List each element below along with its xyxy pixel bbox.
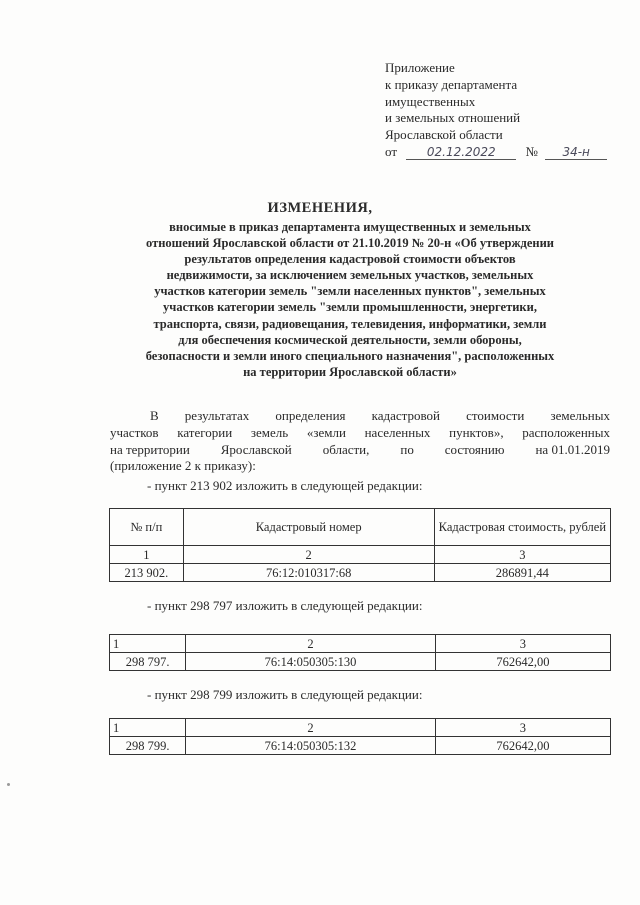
row-number-cell: 213 902. (110, 564, 184, 582)
paragraph-word: стоимости (466, 408, 525, 423)
header-line: и земельных отношений (385, 110, 521, 126)
scan-speck (7, 783, 10, 786)
amendment-table (109, 718, 611, 755)
column-number-row (110, 546, 611, 564)
column-number-row (110, 635, 611, 653)
paragraph-line (110, 408, 610, 425)
column-number-cell: 1 (110, 719, 186, 737)
table-row (110, 564, 611, 582)
row-number-cell: 298 797. (110, 653, 186, 671)
column-number-cell: 3 (435, 719, 610, 737)
paragraph-line (110, 425, 610, 442)
paragraph-line: (приложение 2 к приказу): (110, 458, 256, 474)
paragraph-word: пунктов», (449, 424, 504, 440)
paragraph-line (110, 442, 610, 459)
paragraph-word: результатах (184, 408, 250, 423)
paragraph-word: кадастровой (371, 408, 441, 423)
paragraph-word: области, (322, 441, 370, 457)
header-line: Ярославской области (385, 127, 503, 143)
cadastral-number-cell: 76:12:010317:68 (183, 564, 434, 582)
paragraph-word: по (400, 441, 414, 457)
header-cell-number: № п/п (110, 509, 184, 546)
subtitle-line: на территории Ярославской области» (243, 364, 457, 379)
amendment-table (109, 634, 611, 671)
subtitle-line: вносимые в приказ департамента имущественных и земельных (169, 220, 531, 234)
document-subtitle (95, 219, 605, 380)
subtitle-line: недвижимости, за исключением земельных участков, земельных (166, 268, 534, 283)
subtitle-line: транспорта, связи, радиовещания, телевидения, информатики, земли (153, 316, 547, 331)
amendment-item: - пункт 298 797 изложить в следующей редакции: (147, 598, 423, 613)
column-number-cell: 2 (186, 719, 436, 737)
table-row (110, 653, 611, 671)
amendment-item: - пункт 298 799 изложить в следующей редакции: (147, 687, 423, 702)
header-cell-value: Кадастровая стоимость, рублей (434, 509, 610, 546)
subtitle-line: участков категории земель "земли населенных пунктов", земельных (154, 284, 546, 299)
subtitle-line: безопасности и земли иного специального назначения", расположенных (145, 348, 555, 363)
column-number-cell: 3 (435, 635, 610, 653)
paragraph-word: В (150, 408, 159, 423)
handwritten-date: 02.12.2022 (406, 145, 516, 160)
row-number-cell: 298 799. (110, 737, 186, 755)
column-number-cell: 1 (110, 546, 184, 564)
cadastral-value-cell: 762642,00 (435, 737, 610, 755)
column-number-row (110, 719, 611, 737)
order-date-line (385, 144, 625, 161)
paragraph-word: участков (110, 424, 159, 440)
header-cell-cadastral: Кадастровый номер (183, 509, 434, 546)
header-line: к приказу департамента (385, 76, 518, 92)
cadastral-number-cell: 76:14:050305:130 (186, 653, 436, 671)
paragraph-word: категории (177, 424, 233, 440)
body-paragraph (110, 408, 610, 475)
paragraph-word: «земли (306, 424, 346, 440)
column-number-cell: 2 (183, 546, 434, 564)
table-row (110, 737, 611, 755)
header-line: Приложение (385, 60, 455, 75)
paragraph-word: земель (250, 424, 289, 440)
table-header-row (110, 509, 611, 546)
paragraph-word: определения (275, 408, 346, 423)
paragraph-word: на 01.01.2019 (535, 441, 610, 457)
amendment-item: - пункт 213 902 изложить в следующей редакции: (147, 478, 423, 493)
column-number-cell: 2 (186, 635, 436, 653)
from-label: от (385, 143, 398, 159)
column-number-cell: 1 (110, 635, 186, 653)
paragraph-word: населенных (364, 424, 431, 440)
column-number-cell: 3 (434, 546, 610, 564)
subtitle-line: результатов определения кадастровой стоимости объектов (184, 252, 516, 267)
paragraph-word: Ярославской (220, 441, 292, 457)
paragraph-word: состоянию (444, 441, 505, 457)
handwritten-order-number: 34-н (545, 145, 607, 160)
cadastral-number-cell: 76:14:050305:132 (186, 737, 436, 755)
subtitle-line: для обеспечения космической деятельности, земли обороны, (178, 332, 522, 347)
paragraph-word: земельных (550, 408, 610, 423)
appendix-header (385, 60, 625, 161)
header-line: имущественных (385, 93, 476, 109)
amendment-table (109, 508, 611, 582)
number-label: № (525, 143, 538, 159)
document-title: ИЗМЕНЕНИЯ, (267, 200, 373, 216)
cadastral-value-cell: 286891,44 (434, 564, 610, 582)
subtitle-line: участков категории земель "земли промышленности, энергетики, (163, 300, 537, 315)
subtitle-line: отношений Ярославской области от 21.10.2019 № 20-н «Об утверждении (145, 236, 554, 251)
cadastral-value-cell: 762642,00 (435, 653, 610, 671)
paragraph-word: расположенных (522, 424, 610, 440)
paragraph-word: на территории (110, 441, 190, 457)
